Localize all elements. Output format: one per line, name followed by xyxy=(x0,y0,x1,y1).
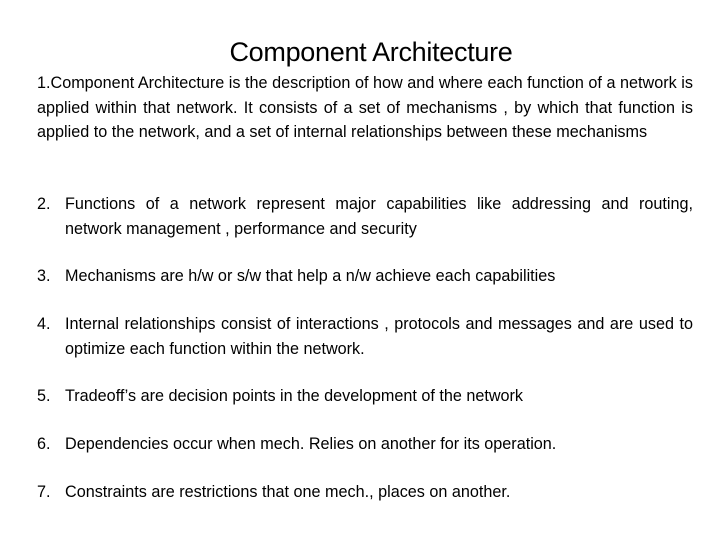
list-item-number: 5. xyxy=(37,387,51,405)
list-item xyxy=(37,192,693,241)
list-item xyxy=(37,432,693,457)
intro-paragraph: 1.Component Architecture is the description of how and where each function of a network is applied within that network. It consists of a set of mechanisms , by which that function is applied to the network, and a set of internal relationships between these mechanisms xyxy=(37,74,693,141)
list-item xyxy=(37,480,693,505)
list-item xyxy=(37,264,693,289)
list-item-number: 2. xyxy=(37,195,51,213)
list-item-number: 7. xyxy=(37,483,51,501)
list-item-number: 4. xyxy=(37,315,51,333)
list-item-text: Constraints are restrictions that one mech., places on another. xyxy=(65,483,511,501)
list-item xyxy=(37,312,693,361)
list-item-text: Dependencies occur when mech. Relies on another for its operation. xyxy=(65,435,557,453)
list-item-text: Functions of a network represent major capabilities like addressing and routing, network management , performance and security xyxy=(65,195,693,238)
list-item-text: Internal relationships consist of interactions , protocols and messages and are used to optimize each function within the network. xyxy=(65,315,693,358)
list-item-number: 3. xyxy=(37,267,51,285)
list-item-number: 6. xyxy=(37,435,51,453)
list-item-text: Tradeoff’s are decision points in the development of the network xyxy=(65,387,524,405)
slide-title: Component Architecture xyxy=(229,37,513,67)
list-item-text: Mechanisms are h/w or s/w that help a n/w achieve each capabilities xyxy=(65,267,556,285)
list-item xyxy=(37,384,693,409)
